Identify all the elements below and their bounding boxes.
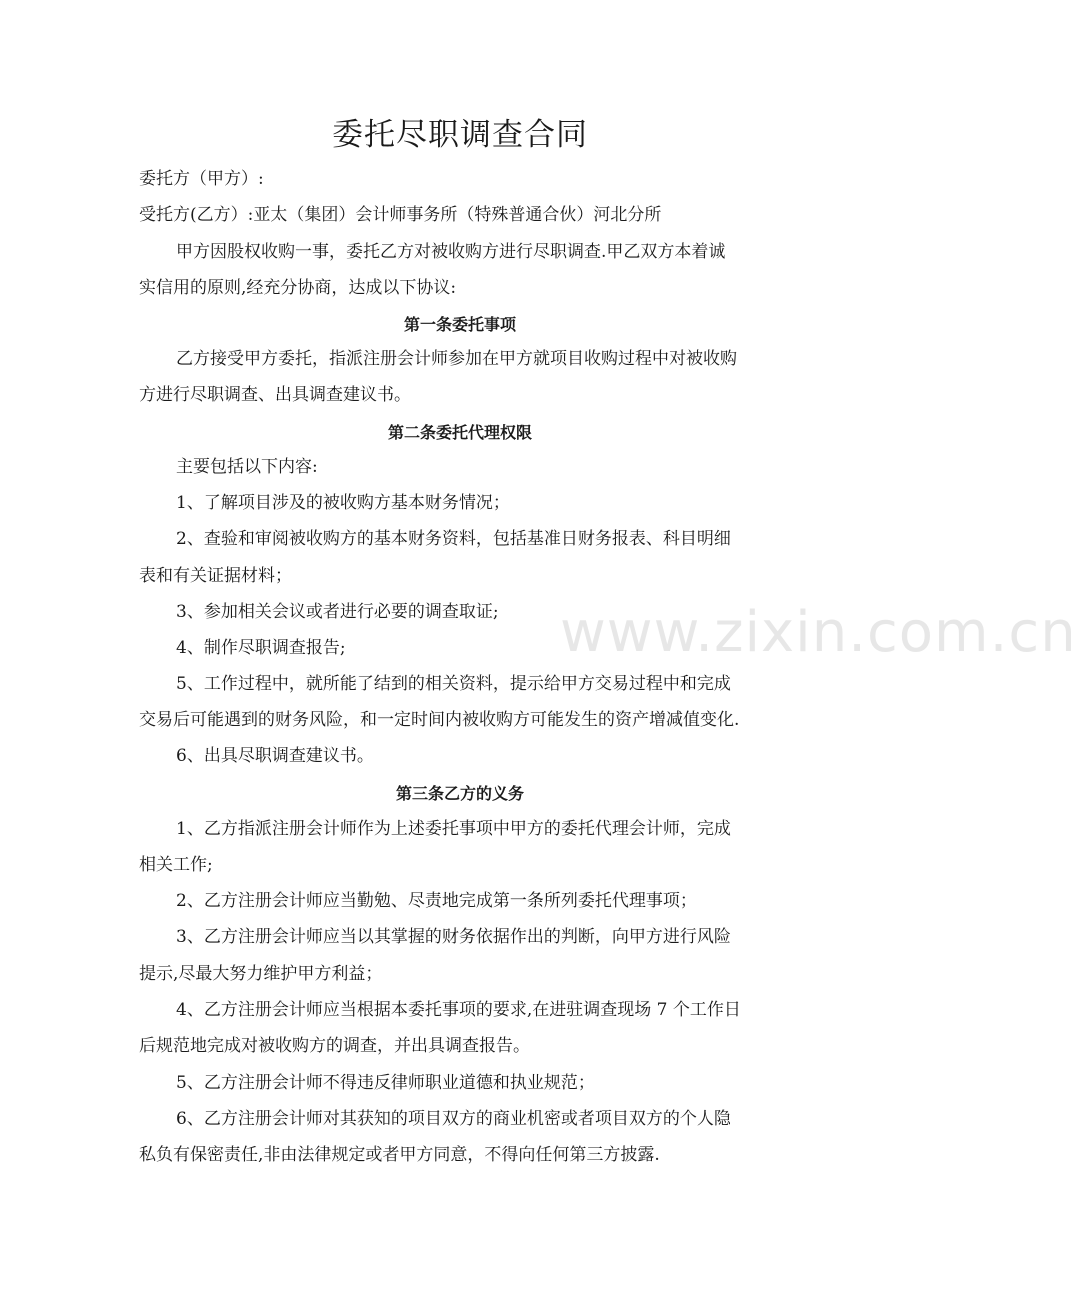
intro-line: 甲方因股权收购一事，委托乙方对被收购方进行尽职调查.甲乙双方本着诚 (176, 242, 726, 262)
article3-item-continued: 私负有保密责任,非由法律规定或者甲方同意，不得向任何第三方披露. (139, 1145, 660, 1165)
article1-line: 方进行尽职调查、出具调查建议书。 (139, 385, 411, 405)
article2-heading: 第二条委托代理权限 (387, 423, 532, 442)
article2-line: 主要包括以下内容: (176, 457, 318, 477)
article2-item: 1、了解项目涉及的被收购方基本财务情况； (176, 493, 510, 513)
article3-item: 1、乙方指派注册会计师作为上述委托事项中甲方的委托代理会计师，完成 (176, 819, 731, 839)
site-watermark: www.zixin.com.cn (560, 600, 1077, 665)
article2-item: 4、制作尽职调查报告; (176, 638, 346, 658)
article3-item: 4、乙方注册会计师应当根据本委托事项的要求,在进驻调查现场 7 个工作日 (176, 1000, 741, 1020)
party-b-line: 受托方(乙方）:亚太（集团）会计师事务所（特殊普通合伙）河北分所 (139, 205, 662, 225)
article3-item-continued: 提示,尽最大努力维护甲方利益； (139, 964, 383, 984)
article1-heading: 第一条委托事项 (403, 315, 516, 334)
article3-item: 3、乙方注册会计师应当以其掌握的财务依据作出的判断，向甲方进行风险 (176, 927, 731, 947)
article3-heading: 第三条乙方的义务 (395, 784, 524, 803)
article2-item: 5、工作过程中，就所能了结到的相关资料，提示给甲方交易过程中和完成 (176, 674, 731, 694)
article2-item: 2、查验和审阅被收购方的基本财务资料，包括基准日财务报表、科目明细 (176, 529, 731, 549)
article2-item-continued: 交易后可能遇到的财务风险，和一定时间内被收购方可能发生的资产增减值变化. (139, 710, 740, 730)
article2-item: 3、参加相关会议或者进行必要的调查取证; (176, 602, 499, 622)
article3-item: 2、乙方注册会计师应当勤勉、尽责地完成第一条所列委托代理事项； (176, 891, 697, 911)
article1-line: 乙方接受甲方委托，指派注册会计师参加在甲方就项目收购过程中对被收购 (176, 349, 737, 369)
article2-item: 6、出具尽职调查建议书。 (176, 746, 374, 766)
article3-item-continued: 后规范地完成对被收购方的调查，并出具调查报告。 (139, 1036, 530, 1056)
article2-item-continued: 表和有关证据材料； (139, 566, 292, 586)
document-title: 委托尽职调查合同 (332, 117, 588, 153)
article3-item: 5、乙方注册会计师不得违反律师职业道德和执业规范； (176, 1073, 595, 1093)
article3-item-continued: 相关工作; (139, 855, 213, 875)
intro-line: 实信用的原则,经充分协商，达成以下协议: (139, 278, 457, 298)
article3-item: 6、乙方注册会计师对其获知的项目双方的商业机密或者项目双方的个人隐 (176, 1109, 731, 1129)
party-a-line: 委托方（甲方）: (139, 169, 264, 189)
